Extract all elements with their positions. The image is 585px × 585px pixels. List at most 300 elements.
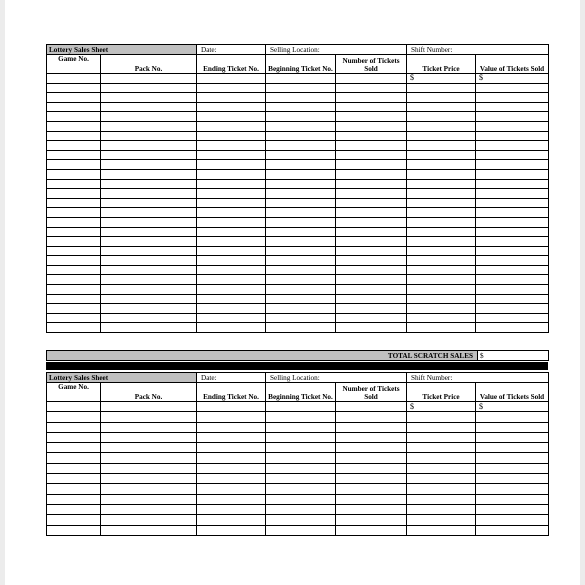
beginning-ticket-cell[interactable] bbox=[266, 432, 336, 442]
value-sold-cell[interactable] bbox=[476, 453, 549, 463]
ticket-price-cell[interactable] bbox=[407, 313, 476, 323]
game-no-cell[interactable] bbox=[47, 256, 101, 266]
game-no-cell[interactable] bbox=[47, 150, 101, 160]
value-sold-cell[interactable] bbox=[476, 432, 549, 442]
value-sold-cell[interactable] bbox=[476, 313, 549, 323]
tickets-sold-cell[interactable] bbox=[336, 189, 407, 199]
beginning-ticket-cell[interactable] bbox=[266, 304, 336, 314]
ending-ticket-cell[interactable] bbox=[197, 402, 266, 412]
ticket-price-cell[interactable] bbox=[407, 453, 476, 463]
ticket-price-cell[interactable] bbox=[407, 169, 476, 179]
value-sold-cell[interactable] bbox=[476, 294, 549, 304]
value-sold-cell[interactable]: $ bbox=[476, 74, 549, 84]
entry-row bbox=[47, 275, 549, 285]
beginning-ticket-cell[interactable] bbox=[266, 112, 336, 122]
ticket-price-cell[interactable]: $ bbox=[407, 402, 476, 412]
tickets-sold-cell[interactable] bbox=[336, 494, 407, 504]
beginning-ticket-cell[interactable] bbox=[266, 504, 336, 514]
beginning-ticket-cell[interactable] bbox=[266, 313, 336, 323]
pack-no-cell[interactable] bbox=[101, 179, 197, 189]
game-no-cell[interactable] bbox=[47, 246, 101, 256]
value-sold-cell[interactable] bbox=[476, 246, 549, 256]
pack-no-cell[interactable] bbox=[101, 313, 197, 323]
value-sold-cell[interactable] bbox=[476, 93, 549, 103]
pack-no-cell[interactable] bbox=[101, 422, 197, 432]
ticket-price-cell[interactable]: $ bbox=[407, 74, 476, 84]
ticket-price-cell[interactable] bbox=[407, 131, 476, 141]
ticket-price-cell[interactable] bbox=[407, 323, 476, 333]
ending-ticket-cell[interactable] bbox=[197, 121, 266, 131]
ending-ticket-cell[interactable] bbox=[197, 285, 266, 295]
pack-no-cell[interactable] bbox=[101, 160, 197, 170]
pack-no-cell[interactable] bbox=[101, 189, 197, 199]
tickets-sold-cell[interactable] bbox=[336, 422, 407, 432]
ticket-price-cell[interactable] bbox=[407, 275, 476, 285]
tickets-sold-cell[interactable] bbox=[336, 285, 407, 295]
beginning-ticket-cell[interactable] bbox=[266, 131, 336, 141]
pack-no-cell[interactable] bbox=[101, 198, 197, 208]
ending-ticket-cell[interactable] bbox=[197, 304, 266, 314]
tickets-sold-cell[interactable] bbox=[336, 275, 407, 285]
game-no-cell[interactable] bbox=[47, 131, 101, 141]
game-no-cell[interactable] bbox=[47, 294, 101, 304]
ticket-price-cell[interactable] bbox=[407, 246, 476, 256]
value-sold-cell[interactable] bbox=[476, 494, 549, 504]
ending-ticket-cell[interactable] bbox=[197, 74, 266, 84]
tickets-sold-cell[interactable] bbox=[336, 412, 407, 422]
pack-no-cell[interactable] bbox=[101, 304, 197, 314]
tickets-sold-cell[interactable] bbox=[336, 294, 407, 304]
pack-no-cell[interactable] bbox=[101, 275, 197, 285]
ticket-price-cell[interactable] bbox=[407, 515, 476, 525]
tickets-sold-cell[interactable] bbox=[336, 453, 407, 463]
value-sold-cell[interactable] bbox=[476, 112, 549, 122]
game-no-cell[interactable] bbox=[47, 121, 101, 131]
game-no-cell[interactable] bbox=[47, 285, 101, 295]
col-ticket-price: Ticket Price bbox=[407, 383, 476, 402]
ticket-price-cell[interactable] bbox=[407, 112, 476, 122]
tickets-sold-cell[interactable] bbox=[336, 463, 407, 473]
beginning-ticket-cell[interactable] bbox=[266, 422, 336, 432]
tickets-sold-cell[interactable] bbox=[336, 237, 407, 247]
ending-ticket-cell[interactable] bbox=[197, 294, 266, 304]
date-field[interactable]: Date: bbox=[197, 45, 266, 55]
ticket-price-cell[interactable] bbox=[407, 83, 476, 93]
value-sold-cell[interactable] bbox=[476, 275, 549, 285]
tickets-sold-cell[interactable] bbox=[336, 256, 407, 266]
tickets-sold-cell[interactable] bbox=[336, 121, 407, 131]
beginning-ticket-cell[interactable] bbox=[266, 246, 336, 256]
value-sold-cell[interactable] bbox=[476, 198, 549, 208]
ending-ticket-cell[interactable] bbox=[197, 141, 266, 151]
game-no-cell[interactable] bbox=[47, 463, 101, 473]
pack-no-cell[interactable] bbox=[101, 256, 197, 266]
ending-ticket-cell[interactable] bbox=[197, 217, 266, 227]
game-no-cell[interactable] bbox=[47, 443, 101, 453]
game-no-cell[interactable] bbox=[47, 484, 101, 494]
ticket-price-cell[interactable] bbox=[407, 504, 476, 514]
tickets-sold-cell[interactable] bbox=[336, 112, 407, 122]
tickets-sold-cell[interactable] bbox=[336, 323, 407, 333]
pack-no-cell[interactable] bbox=[101, 141, 197, 151]
beginning-ticket-cell[interactable] bbox=[266, 474, 336, 484]
game-no-cell[interactable] bbox=[47, 323, 101, 333]
tickets-sold-cell[interactable] bbox=[336, 198, 407, 208]
tickets-sold-cell[interactable] bbox=[336, 443, 407, 453]
game-no-cell[interactable] bbox=[47, 83, 101, 93]
ending-ticket-cell[interactable] bbox=[197, 93, 266, 103]
pack-no-cell[interactable] bbox=[101, 217, 197, 227]
beginning-ticket-cell[interactable] bbox=[266, 141, 336, 151]
total-scratch-sales-value[interactable]: $ bbox=[478, 351, 549, 361]
game-no-cell[interactable] bbox=[47, 275, 101, 285]
tickets-sold-cell[interactable] bbox=[336, 265, 407, 275]
beginning-ticket-cell[interactable] bbox=[266, 121, 336, 131]
value-sold-cell[interactable] bbox=[476, 484, 549, 494]
ticket-price-cell[interactable] bbox=[407, 141, 476, 151]
ticket-price-cell[interactable] bbox=[407, 484, 476, 494]
column-header-row bbox=[47, 383, 549, 402]
ending-ticket-cell[interactable] bbox=[197, 443, 266, 453]
ticket-price-cell[interactable] bbox=[407, 189, 476, 199]
game-no-cell[interactable] bbox=[47, 227, 101, 237]
value-sold-cell[interactable] bbox=[476, 525, 549, 535]
ticket-price-cell[interactable] bbox=[407, 237, 476, 247]
game-no-cell[interactable] bbox=[47, 74, 101, 84]
value-sold-cell[interactable] bbox=[476, 131, 549, 141]
ending-ticket-cell[interactable] bbox=[197, 246, 266, 256]
ending-ticket-cell[interactable] bbox=[197, 515, 266, 525]
pack-no-cell[interactable] bbox=[101, 515, 197, 525]
beginning-ticket-cell[interactable] bbox=[266, 189, 336, 199]
pack-no-cell[interactable] bbox=[101, 474, 197, 484]
ticket-price-cell[interactable] bbox=[407, 150, 476, 160]
entry-row bbox=[47, 294, 549, 304]
tickets-sold-cell[interactable] bbox=[336, 304, 407, 314]
ending-ticket-cell[interactable] bbox=[197, 131, 266, 141]
column-header-row bbox=[47, 55, 549, 74]
value-sold-cell[interactable] bbox=[476, 443, 549, 453]
beginning-ticket-cell[interactable] bbox=[266, 294, 336, 304]
pack-no-cell[interactable] bbox=[101, 484, 197, 494]
ending-ticket-cell[interactable] bbox=[197, 83, 266, 93]
tickets-sold-cell[interactable] bbox=[336, 432, 407, 442]
ticket-price-cell[interactable] bbox=[407, 422, 476, 432]
game-no-cell[interactable] bbox=[47, 402, 101, 412]
value-sold-cell[interactable] bbox=[476, 237, 549, 247]
pack-no-cell[interactable] bbox=[101, 93, 197, 103]
value-sold-cell[interactable] bbox=[476, 102, 549, 112]
pack-no-cell[interactable] bbox=[101, 453, 197, 463]
pack-no-cell[interactable] bbox=[101, 412, 197, 422]
ending-ticket-cell[interactable] bbox=[197, 484, 266, 494]
tickets-sold-cell[interactable] bbox=[336, 484, 407, 494]
tickets-sold-cell[interactable] bbox=[336, 525, 407, 535]
game-no-cell[interactable] bbox=[47, 515, 101, 525]
pack-no-cell[interactable] bbox=[101, 285, 197, 295]
pack-no-cell[interactable] bbox=[101, 432, 197, 442]
ending-ticket-cell[interactable] bbox=[197, 474, 266, 484]
tickets-sold-cell[interactable] bbox=[336, 179, 407, 189]
game-no-cell[interactable] bbox=[47, 422, 101, 432]
entry-row bbox=[47, 256, 549, 266]
pack-no-cell[interactable] bbox=[101, 525, 197, 535]
game-no-cell[interactable] bbox=[47, 208, 101, 218]
beginning-ticket-cell[interactable] bbox=[266, 208, 336, 218]
game-no-cell[interactable] bbox=[47, 217, 101, 227]
ticket-price-cell[interactable] bbox=[407, 443, 476, 453]
tickets-sold-cell[interactable] bbox=[336, 227, 407, 237]
ending-ticket-cell[interactable] bbox=[197, 189, 266, 199]
ending-ticket-cell[interactable] bbox=[197, 208, 266, 218]
pack-no-cell[interactable] bbox=[101, 131, 197, 141]
ending-ticket-cell[interactable] bbox=[197, 102, 266, 112]
ticket-price-cell[interactable] bbox=[407, 93, 476, 103]
ticket-price-cell[interactable] bbox=[407, 121, 476, 131]
ticket-price-cell[interactable] bbox=[407, 208, 476, 218]
entry-row bbox=[47, 304, 549, 314]
tickets-sold-cell[interactable] bbox=[336, 515, 407, 525]
value-sold-cell[interactable] bbox=[476, 323, 549, 333]
entry-row bbox=[47, 422, 549, 432]
pack-no-cell[interactable] bbox=[101, 494, 197, 504]
beginning-ticket-cell[interactable] bbox=[266, 275, 336, 285]
pack-no-cell[interactable] bbox=[101, 402, 197, 412]
game-no-cell[interactable] bbox=[47, 93, 101, 103]
beginning-ticket-cell[interactable] bbox=[266, 484, 336, 494]
pack-no-cell[interactable] bbox=[101, 83, 197, 93]
beginning-ticket-cell[interactable] bbox=[266, 93, 336, 103]
ending-ticket-cell[interactable] bbox=[197, 256, 266, 266]
ending-ticket-cell[interactable] bbox=[197, 412, 266, 422]
ending-ticket-cell[interactable] bbox=[197, 265, 266, 275]
ending-ticket-cell[interactable] bbox=[197, 453, 266, 463]
pack-no-cell[interactable] bbox=[101, 112, 197, 122]
ending-ticket-cell[interactable] bbox=[197, 463, 266, 473]
beginning-ticket-cell[interactable] bbox=[266, 227, 336, 237]
beginning-ticket-cell[interactable] bbox=[266, 160, 336, 170]
value-sold-cell[interactable] bbox=[476, 179, 549, 189]
tickets-sold-cell[interactable] bbox=[336, 141, 407, 151]
ending-ticket-cell[interactable] bbox=[197, 169, 266, 179]
shift-number-field[interactable]: Shift Number: bbox=[407, 45, 549, 55]
beginning-ticket-cell[interactable] bbox=[266, 179, 336, 189]
ending-ticket-cell[interactable] bbox=[197, 179, 266, 189]
ticket-price-cell[interactable] bbox=[407, 294, 476, 304]
value-sold-cell[interactable] bbox=[476, 150, 549, 160]
value-sold-cell[interactable] bbox=[476, 83, 549, 93]
ticket-price-cell[interactable] bbox=[407, 463, 476, 473]
game-no-cell[interactable] bbox=[47, 102, 101, 112]
shift-number-field[interactable]: Shift Number: bbox=[407, 373, 549, 383]
ending-ticket-cell[interactable] bbox=[197, 227, 266, 237]
value-sold-cell[interactable]: $ bbox=[476, 402, 549, 412]
selling-location-field[interactable]: Selling Location: bbox=[266, 373, 407, 383]
value-sold-cell[interactable] bbox=[476, 208, 549, 218]
tickets-sold-cell[interactable] bbox=[336, 102, 407, 112]
beginning-ticket-cell[interactable] bbox=[266, 323, 336, 333]
tickets-sold-cell[interactable] bbox=[336, 474, 407, 484]
ticket-price-cell[interactable] bbox=[407, 525, 476, 535]
ticket-price-cell[interactable] bbox=[407, 432, 476, 442]
beginning-ticket-cell[interactable] bbox=[266, 463, 336, 473]
ticket-price-cell[interactable] bbox=[407, 285, 476, 295]
beginning-ticket-cell[interactable] bbox=[266, 494, 336, 504]
value-sold-cell[interactable] bbox=[476, 412, 549, 422]
value-sold-cell[interactable] bbox=[476, 504, 549, 514]
value-sold-cell[interactable] bbox=[476, 304, 549, 314]
game-no-cell[interactable] bbox=[47, 504, 101, 514]
pack-no-cell[interactable] bbox=[101, 237, 197, 247]
value-sold-cell[interactable] bbox=[476, 474, 549, 484]
ticket-price-cell[interactable] bbox=[407, 198, 476, 208]
beginning-ticket-cell[interactable] bbox=[266, 198, 336, 208]
value-sold-cell[interactable] bbox=[476, 515, 549, 525]
game-no-cell[interactable] bbox=[47, 179, 101, 189]
beginning-ticket-cell[interactable] bbox=[266, 402, 336, 412]
beginning-ticket-cell[interactable] bbox=[266, 453, 336, 463]
ticket-price-cell[interactable] bbox=[407, 179, 476, 189]
tickets-sold-cell[interactable] bbox=[336, 402, 407, 412]
pack-no-cell[interactable] bbox=[101, 102, 197, 112]
pack-no-cell[interactable] bbox=[101, 443, 197, 453]
ending-ticket-cell[interactable] bbox=[197, 422, 266, 432]
tickets-sold-cell[interactable] bbox=[336, 313, 407, 323]
pack-no-cell[interactable] bbox=[101, 150, 197, 160]
pack-no-cell[interactable] bbox=[101, 323, 197, 333]
game-no-cell[interactable] bbox=[47, 474, 101, 484]
beginning-ticket-cell[interactable] bbox=[266, 443, 336, 453]
ticket-price-cell[interactable] bbox=[407, 265, 476, 275]
game-no-cell[interactable] bbox=[47, 169, 101, 179]
game-no-cell[interactable] bbox=[47, 412, 101, 422]
ending-ticket-cell[interactable] bbox=[197, 275, 266, 285]
game-no-cell[interactable] bbox=[47, 313, 101, 323]
ticket-price-cell[interactable] bbox=[407, 160, 476, 170]
col-value-sold: Value of Tickets Sold bbox=[476, 55, 549, 74]
ticket-price-cell[interactable] bbox=[407, 304, 476, 314]
game-no-cell[interactable] bbox=[47, 198, 101, 208]
beginning-ticket-cell[interactable] bbox=[266, 169, 336, 179]
tickets-sold-cell[interactable] bbox=[336, 74, 407, 84]
game-no-cell[interactable] bbox=[47, 494, 101, 504]
tickets-sold-cell[interactable] bbox=[336, 217, 407, 227]
beginning-ticket-cell[interactable] bbox=[266, 237, 336, 247]
value-sold-cell[interactable] bbox=[476, 121, 549, 131]
value-sold-cell[interactable] bbox=[476, 189, 549, 199]
game-no-cell[interactable] bbox=[47, 453, 101, 463]
game-no-cell[interactable] bbox=[47, 304, 101, 314]
ending-ticket-cell[interactable] bbox=[197, 504, 266, 514]
pack-no-cell[interactable] bbox=[101, 463, 197, 473]
value-sold-cell[interactable] bbox=[476, 265, 549, 275]
ticket-price-cell[interactable] bbox=[407, 227, 476, 237]
pack-no-cell[interactable] bbox=[101, 208, 197, 218]
ending-ticket-cell[interactable] bbox=[197, 150, 266, 160]
game-no-cell[interactable] bbox=[47, 160, 101, 170]
pack-no-cell[interactable] bbox=[101, 169, 197, 179]
pack-no-cell[interactable] bbox=[101, 504, 197, 514]
value-sold-cell[interactable] bbox=[476, 141, 549, 151]
tickets-sold-cell[interactable] bbox=[336, 150, 407, 160]
ticket-price-cell[interactable] bbox=[407, 412, 476, 422]
ticket-price-cell[interactable] bbox=[407, 102, 476, 112]
value-sold-cell[interactable] bbox=[476, 227, 549, 237]
pack-no-cell[interactable] bbox=[101, 74, 197, 84]
pack-no-cell[interactable] bbox=[101, 294, 197, 304]
game-no-cell[interactable] bbox=[47, 432, 101, 442]
beginning-ticket-cell[interactable] bbox=[266, 285, 336, 295]
sheet-title-row bbox=[47, 373, 549, 383]
tickets-sold-cell[interactable] bbox=[336, 208, 407, 218]
ending-ticket-cell[interactable] bbox=[197, 237, 266, 247]
game-no-cell[interactable] bbox=[47, 265, 101, 275]
tickets-sold-cell[interactable] bbox=[336, 246, 407, 256]
tickets-sold-cell[interactable] bbox=[336, 504, 407, 514]
pack-no-cell[interactable] bbox=[101, 265, 197, 275]
beginning-ticket-cell[interactable] bbox=[266, 515, 336, 525]
beginning-ticket-cell[interactable] bbox=[266, 150, 336, 160]
tickets-sold-cell[interactable] bbox=[336, 131, 407, 141]
date-field[interactable]: Date: bbox=[197, 373, 266, 383]
pack-no-cell[interactable] bbox=[101, 121, 197, 131]
beginning-ticket-cell[interactable] bbox=[266, 256, 336, 266]
value-sold-cell[interactable] bbox=[476, 160, 549, 170]
game-no-cell[interactable] bbox=[47, 525, 101, 535]
ending-ticket-cell[interactable] bbox=[197, 432, 266, 442]
ending-ticket-cell[interactable] bbox=[197, 494, 266, 504]
ticket-price-cell[interactable] bbox=[407, 217, 476, 227]
ticket-price-cell[interactable] bbox=[407, 474, 476, 484]
sheet-title-row bbox=[47, 45, 549, 55]
entry-row bbox=[47, 112, 549, 122]
pack-no-cell[interactable] bbox=[101, 227, 197, 237]
beginning-ticket-cell[interactable] bbox=[266, 265, 336, 275]
ticket-price-cell[interactable] bbox=[407, 256, 476, 266]
ending-ticket-cell[interactable] bbox=[197, 160, 266, 170]
value-sold-cell[interactable] bbox=[476, 422, 549, 432]
beginning-ticket-cell[interactable] bbox=[266, 102, 336, 112]
game-no-cell[interactable] bbox=[47, 237, 101, 247]
game-no-cell[interactable] bbox=[47, 112, 101, 122]
pack-no-cell[interactable] bbox=[101, 246, 197, 256]
value-sold-cell[interactable] bbox=[476, 169, 549, 179]
value-sold-cell[interactable] bbox=[476, 217, 549, 227]
game-no-cell[interactable] bbox=[47, 141, 101, 151]
tickets-sold-cell[interactable] bbox=[336, 169, 407, 179]
value-sold-cell[interactable] bbox=[476, 463, 549, 473]
ending-ticket-cell[interactable] bbox=[197, 525, 266, 535]
col-ticket-price: Ticket Price bbox=[407, 55, 476, 74]
beginning-ticket-cell[interactable] bbox=[266, 83, 336, 93]
value-sold-cell[interactable] bbox=[476, 285, 549, 295]
ending-ticket-cell[interactable] bbox=[197, 112, 266, 122]
ending-ticket-cell[interactable] bbox=[197, 198, 266, 208]
beginning-ticket-cell[interactable] bbox=[266, 525, 336, 535]
tickets-sold-cell[interactable] bbox=[336, 93, 407, 103]
tickets-sold-cell[interactable] bbox=[336, 160, 407, 170]
tickets-sold-cell[interactable] bbox=[336, 83, 407, 93]
ticket-price-cell[interactable] bbox=[407, 494, 476, 504]
value-sold-cell[interactable] bbox=[476, 256, 549, 266]
ending-ticket-cell[interactable] bbox=[197, 323, 266, 333]
beginning-ticket-cell[interactable] bbox=[266, 412, 336, 422]
beginning-ticket-cell[interactable] bbox=[266, 74, 336, 84]
ending-ticket-cell[interactable] bbox=[197, 313, 266, 323]
selling-location-field[interactable]: Selling Location: bbox=[266, 45, 407, 55]
game-no-cell[interactable] bbox=[47, 189, 101, 199]
beginning-ticket-cell[interactable] bbox=[266, 217, 336, 227]
